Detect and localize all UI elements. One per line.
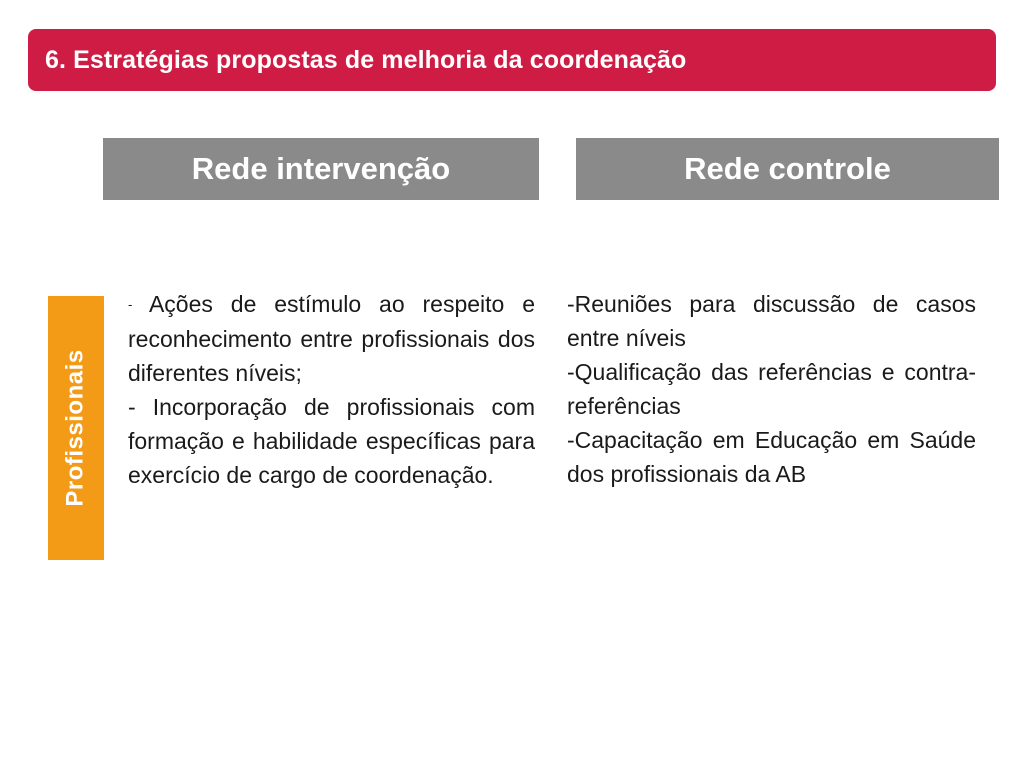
list-item: -Qualificação das referências e contra-referências <box>567 359 976 419</box>
list-item: - Incorporação de profissionais com formação e habilidade específicas para exercício de cargo de coordenação. <box>128 394 535 488</box>
cell-intervencao-profissionais <box>128 287 535 492</box>
column-header-rede-intervencao: Rede intervenção <box>103 138 539 200</box>
list-item-text: Ações de estímulo ao respeito e reconhecimento entre profissionais dos diferentes níveis; <box>128 291 535 386</box>
list-item: -Capacitação em Educação em Saúde dos profissionais da AB <box>567 427 976 487</box>
list-item: -Reuniões para discussão de casos entre níveis <box>567 291 976 351</box>
cell-controle-profissionais <box>567 287 976 491</box>
row-label-profissionais <box>48 296 104 560</box>
slide-title-bar <box>28 29 996 91</box>
list-item <box>128 287 535 390</box>
row-label-text: Profissionais <box>62 349 89 507</box>
bullet-dash: - <box>128 297 133 312</box>
column-header-rede-controle: Rede controle <box>576 138 999 200</box>
slide-title: 6. Estratégias propostas de melhoria da coordenação <box>45 45 687 74</box>
